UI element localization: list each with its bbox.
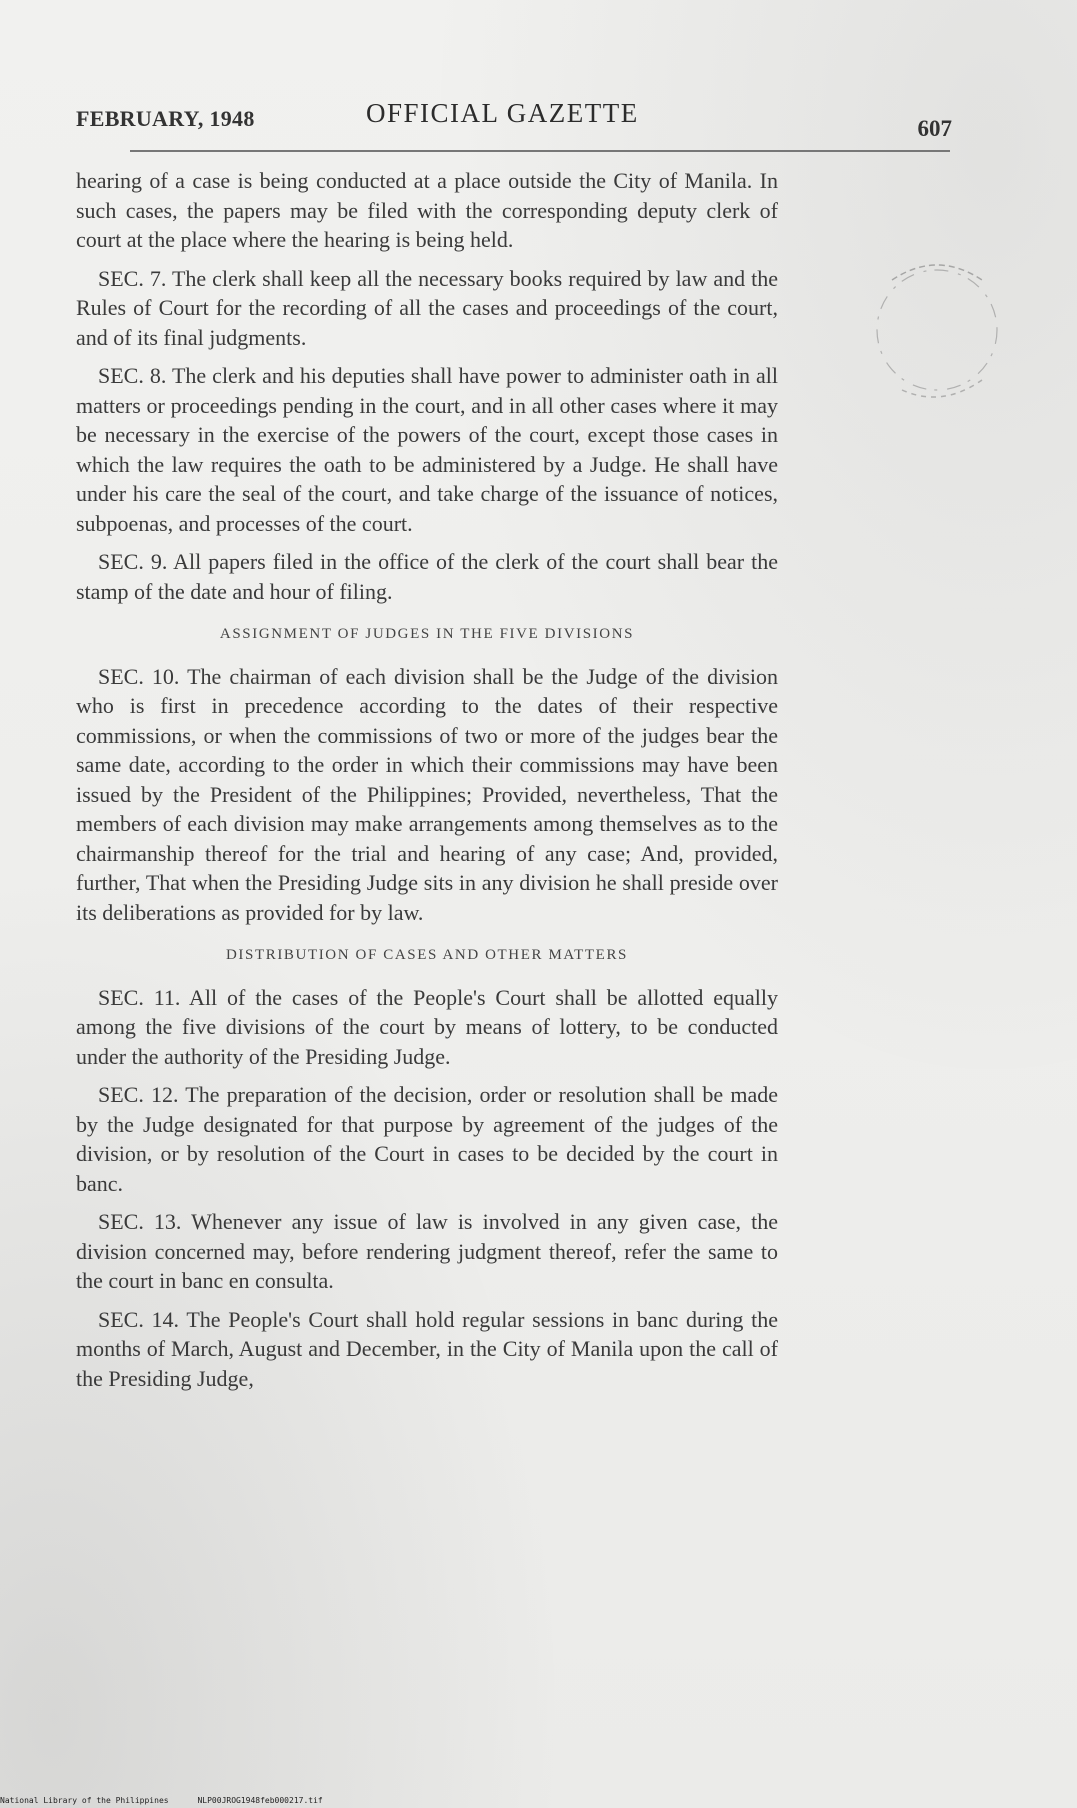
section-10: SEC. 10. The chairman of each division shall be the Judge of the division who is first in precedence according to the dates of their respective commissions, or when the commissions of two or more of the judges bear the same date, according to the order in which their commissions may have been issued by the President of the Philippines; Provided, nevertheless, That the members of each division may make arrangements among themselves as to the chairmanship thereof for the trial and hearing of any case; And, provided, further, That when the Presiding Judge sits in any division he shall preside over its deliberations as provided for by law. [76, 663, 778, 925]
section-12: SEC. 12. The preparation of the decision, order or resolution shall be made by the Judge designated for that purpose by agreement of the judges of the division, or by resolution of the Court in cases to be decided by the court in banc. [76, 1082, 778, 1196]
section-8: SEC. 8. The clerk and his deputies shall have power to administer oath in all matters or proceedings pending in the court, and in all other cases where it may be necessary in the exercise of the powers of the court, except those cases in which the law requires the oath to be administered by a Judge. He shall have under his care the seal of the court, and take charge of the issuance of notices, subpoenas, and processes of the court. [76, 363, 778, 536]
page-header [76, 98, 952, 140]
section-heading-distribution: DISTRIBUTION OF CASES AND OTHER MATTERS [225, 947, 628, 963]
section-14: SEC. 14. The People's Court shall hold regular sessions in banc during the months of March, August and December, in the City of Manila upon the call of the Presiding Judge, [76, 1306, 778, 1391]
document-body [76, 166, 778, 1402]
header-title: OFFICIAL GAZETTE [366, 98, 639, 128]
section-heading-assignment: ASSIGNMENT OF JUDGES IN THE FIVE DIVISIONS [219, 626, 635, 642]
header-date: FEBRUARY, 1948 [76, 106, 255, 131]
section-7: SEC. 7. The clerk shall keep all the necessary books required by law and the Rules of Court for the recording of all the cases and proceedings of the court, and of its final judgments. [76, 265, 778, 350]
section-13: SEC. 13. Whenever any issue of law is involved in any given case, the division concerned may, before rendering judgment thereof, refer the same to the court in banc en consulta. [76, 1209, 778, 1293]
footer-source: National Library of the Philippines [0, 1796, 169, 1805]
library-stamp-icon [862, 240, 1012, 420]
section-9: SEC. 9. All papers filed in the office of the clerk of the court shall bear the stamp of the date and hour of filing. [76, 549, 778, 604]
paragraph: hearing of a case is being conducted at a place outside the City of Manila. In such cases, the papers may be filed with the corresponding deputy clerk of court at the place where the hearing is being held. [76, 168, 778, 252]
section-11: SEC. 11. All of the cases of the People's Court shall be allotted equally among the five divisions of the court by means of lottery, to be conducted under the authority of the Presiding Judge. [76, 984, 778, 1069]
header-rule [130, 150, 950, 152]
footer-filename: NLP00JROG1948feb000217.tif [197, 1796, 323, 1805]
scan-footer [0, 1796, 323, 1805]
page-number: 607 [917, 116, 952, 141]
